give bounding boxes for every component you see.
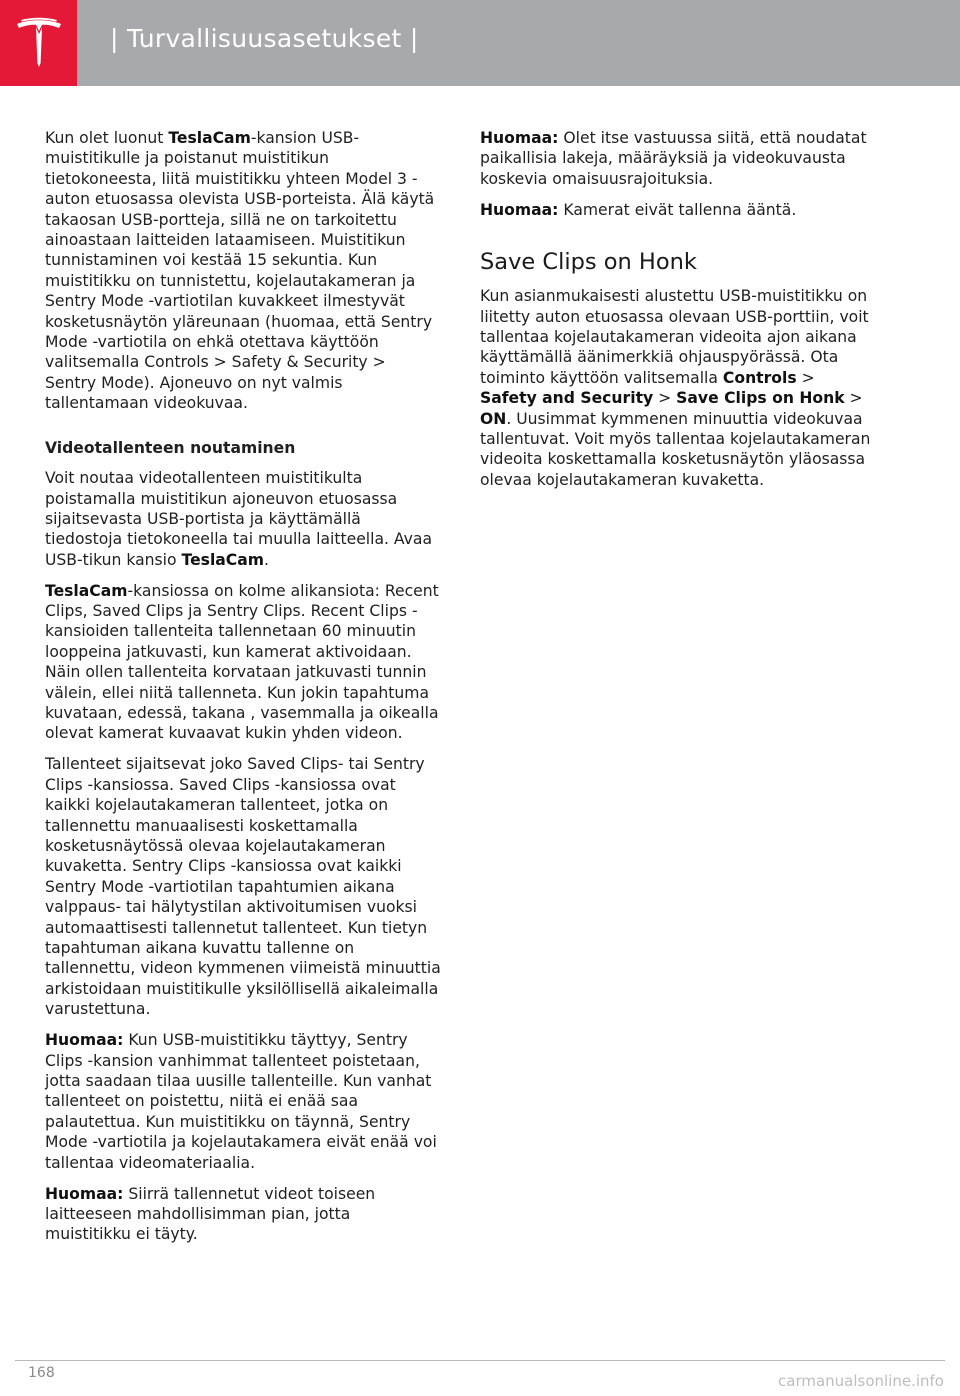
honk-paragraph [480, 286, 876, 490]
note-label: Huomaa: [480, 200, 559, 219]
footer-divider [15, 1360, 945, 1361]
folders-text: -kansiossa on kolme alikansiota: Recent Clips, Saved Clips ja Sentry Clips. Recent Clips -kansioiden tallenteita tallennetaan 60 minuutin looppeina jatkuvasti, kun kamerat aktivoidaan. Näin ollen tallenteita korvataan jatkuvasti tunnin välein, ellei niitä tallenneta. Kun jokin tapahtuma kuvataan, edessä, takana , vasemmalla ja oikealla olevat kamerat kuvaavat kukin yhden videon. [45, 581, 439, 743]
page-header [0, 0, 960, 86]
note-paragraph [480, 128, 876, 189]
retrieve-heading: Videotallenteen noutaminen [45, 438, 296, 457]
menu-path-safety: Safety and Security [480, 389, 654, 408]
note-text: Kamerat eivät tallenna ääntä. [558, 200, 797, 219]
note-paragraph [45, 1184, 441, 1245]
menu-path-controls: Controls [722, 368, 797, 387]
menu-path-on: ON [480, 409, 507, 428]
teslacam-term: TeslaCam [181, 550, 265, 569]
note-text: Kun USB-muistitikku täyttyy, Sentry Clips -kansion vanhimmat tallenteet poistetaan, jotta saadaan tilaa uusille tallenteille. Kun vanhat tallenteet on poistettu, niitä ei enää saa palautettua. Kun muistitikku on täynnä, Sentry Mode -vartiotila ja kojelautakamera eivät enää voi tallentaa videomateriaalia. [45, 1031, 437, 1172]
menu-path-separator: > [796, 368, 815, 387]
teslacam-term: TeslaCam [168, 129, 251, 147]
intro-text-1: Kun olet luonut [45, 129, 169, 147]
page-title: | Turvallisuusasetukset | [110, 24, 419, 53]
menu-path-save-clips: Save Clips on Honk [676, 389, 845, 408]
tesla-logo-badge [0, 0, 77, 86]
retrieve-text-2: . [264, 550, 269, 569]
page-number: 168 [28, 1365, 55, 1381]
retrieve-text-1: Voit noutaa videotallenteen muistitikulta poistamalla muistitikun ajoneuvon etuosassa sijaitsevasta USB-portista ja käyttämällä tiedostoja tietokoneella tai muulla laitteella. Avaa USB-tikun kansio [45, 469, 433, 569]
retrieve-paragraph [45, 468, 441, 570]
folders-paragraph [45, 581, 441, 744]
note-label: Huomaa: [45, 1031, 124, 1050]
intro-paragraph [45, 128, 441, 414]
note-paragraph [480, 200, 876, 220]
note-label: Huomaa: [45, 1184, 124, 1203]
note-paragraph [45, 1030, 441, 1173]
honk-text-2: . Uusimmat kymmenen minuuttia videokuvaa tallentuvat. Voit myös tallentaa kojelautakameran videoita koskettamalla kosketusnäytön yläosassa olevaa kojelautakameran kuvaketta. [480, 409, 871, 489]
note-label: Huomaa: [480, 129, 559, 147]
tesla-logo-icon [16, 17, 62, 69]
note-text: Olet itse vastuussa siitä, että noudatat paikallisia lakeja, määräyksiä ja videokuvausta koskevia omaisuusrajoituksia. [480, 129, 867, 188]
intro-text-2: -kansion USB-muistitikulle ja poistanut muistitikun tietokoneesta, liitä muistitikku yhteen Model 3 -auton etuosassa olevista USB-porteista. Älä käytä takaosan USB-portteja, sillä ne on tarkoitettu ainoastaan laitteiden lataamiseen. Muistitikun tunnistaminen voi kestää 15 sekuntia. Kun muistitikku on tunnistettu, kojelautakameran ja Sentry Mode -vartiotilan kuvakkeet ilmestyvät kosketusnäytön yläreunaan (huomaa, että Sentry Mode -vartiotila on ehkä otettava käyttöön valitsemalla Controls > Safety & Security > Sentry Mode). Ajoneuvo on nyt valmis tallentamaan videokuvaa. [45, 129, 435, 413]
watermark: carmanualsonline.info [778, 1372, 944, 1390]
saved-clips-paragraph: Tallenteet sijaitsevat joko Saved Clips- tai Sentry Clips -kansiossa. Saved Clips -kansiossa ovat kaikki kojelautakameran tallenteet, jotka on tallennettu manuaalisesti koskettamalla kosketusnäytössä olevaa kojelautakameran kuvaketta. Sentry Clips -kansiossa ovat kaikki Sentry Mode -vartiotilan tapahtumien aikana valppaus- tai hälytystilan aktivoitumisen vuoksi automaattisesti tallennetut tallenteet. Kun tietyn tapahtuman aikana kuvattu tallenne on tallennettu, videon kymmenen viimeistä minuuttia arkistoidaan muistitikulle yksilöllisellä aikaleimalla varustettuna. [45, 755, 441, 1019]
right-column [480, 128, 876, 501]
honk-text-1: Kun asianmukaisesti alustettu USB-muistitikku on liitetty auton etuosassa olevaan USB-porttiin, voit tallentaa kojelautakameran videoita ajon aikana käyttämällä äänimerkkiä ohjauspyörässä. Ota toiminto käyttöön valitsemalla [480, 287, 869, 387]
note-text: Siirrä tallennetut videot toiseen laitteeseen mahdollisimman pian, jotta muistitikku ei täyty. [45, 1184, 376, 1244]
left-column [45, 128, 441, 1255]
menu-path-separator: > [844, 389, 863, 408]
menu-path-separator: > [653, 389, 677, 408]
section-heading: Save Clips on Honk [480, 249, 697, 276]
teslacam-term: TeslaCam [45, 581, 128, 600]
